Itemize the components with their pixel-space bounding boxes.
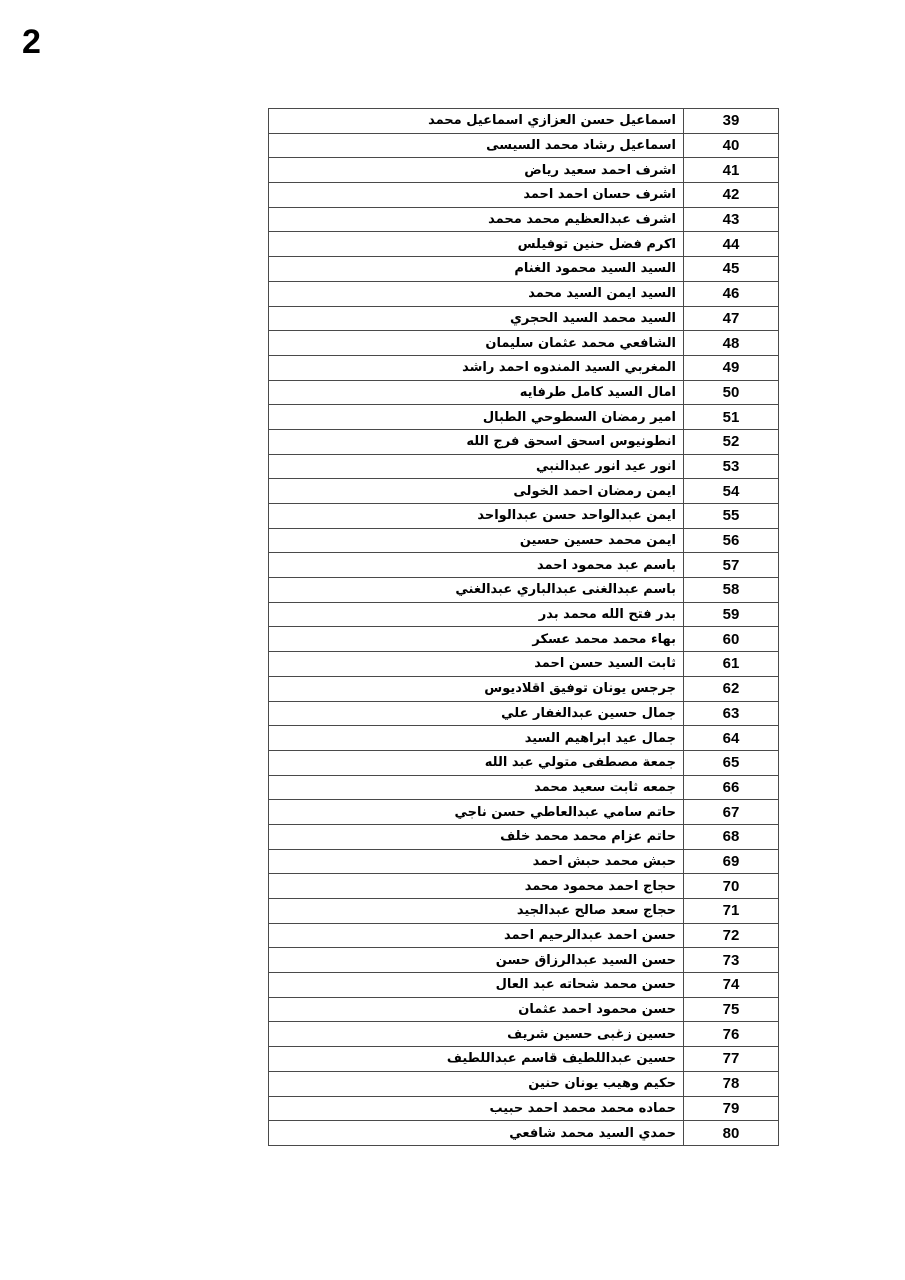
name-cell: اشرف حسان احمد احمد (269, 183, 684, 208)
name-cell: الشافعي محمد عثمان سليمان (269, 331, 684, 356)
row-number-cell: 75 (684, 997, 779, 1022)
row-number-cell: 70 (684, 874, 779, 899)
row-number-cell: 46 (684, 281, 779, 306)
table-row (269, 355, 779, 380)
name-cell: ايمن رمضان احمد الخولى (269, 479, 684, 504)
name-cell: السيد محمد السيد الحجري (269, 306, 684, 331)
table-row (269, 429, 779, 454)
name-cell: جمال حسين عبدالغفار علي (269, 701, 684, 726)
table-row (269, 281, 779, 306)
name-cell: السيد ايمن السيد محمد (269, 281, 684, 306)
row-number-cell: 66 (684, 775, 779, 800)
table-row (269, 676, 779, 701)
name-cell: حجاج احمد محمود محمد (269, 874, 684, 899)
table-row (269, 1071, 779, 1096)
name-cell: حاتم سامي عبدالعاطي حسن ناجي (269, 800, 684, 825)
table-row (269, 158, 779, 183)
table-row (269, 133, 779, 158)
table-row (269, 479, 779, 504)
row-number-cell: 63 (684, 701, 779, 726)
row-number-cell: 45 (684, 257, 779, 282)
table-row (269, 627, 779, 652)
roster-table (268, 108, 779, 1146)
row-number-cell: 68 (684, 824, 779, 849)
name-cell: حبش محمد حبش احمد (269, 849, 684, 874)
name-cell: حماده محمد محمد احمد حبيب (269, 1096, 684, 1121)
table-row (269, 652, 779, 677)
row-number-cell: 42 (684, 183, 779, 208)
row-number-cell: 73 (684, 948, 779, 973)
row-number-cell: 76 (684, 1022, 779, 1047)
row-number-cell: 64 (684, 726, 779, 751)
table-row (269, 553, 779, 578)
table-row (269, 1096, 779, 1121)
row-number-cell: 60 (684, 627, 779, 652)
name-cell: باسم عبدالغنى عبدالباري عبدالغني (269, 578, 684, 603)
table-row (269, 874, 779, 899)
row-number-cell: 39 (684, 109, 779, 134)
row-number-cell: 41 (684, 158, 779, 183)
table-row (269, 973, 779, 998)
table-row (269, 726, 779, 751)
table-row (269, 997, 779, 1022)
name-cell: ثابت السيد حسن احمد (269, 652, 684, 677)
row-number-cell: 65 (684, 750, 779, 775)
name-cell: امال السيد كامل طرفايه (269, 380, 684, 405)
table-row (269, 701, 779, 726)
name-cell: حسن السيد عبدالرزاق حسن (269, 948, 684, 973)
row-number-cell: 47 (684, 306, 779, 331)
table-row (269, 578, 779, 603)
row-number-cell: 78 (684, 1071, 779, 1096)
table-row (269, 1047, 779, 1072)
name-cell: حجاج سعد صالح عبدالجيد (269, 899, 684, 924)
table-row (269, 948, 779, 973)
table-row (269, 602, 779, 627)
table-row (269, 183, 779, 208)
table-row (269, 775, 779, 800)
table-row (269, 454, 779, 479)
row-number-cell: 77 (684, 1047, 779, 1072)
name-cell: اكرم فضل حنين توفيلس (269, 232, 684, 257)
name-cell: باسم عبد محمود احمد (269, 553, 684, 578)
name-cell: حاتم عزام محمد محمد خلف (269, 824, 684, 849)
row-number-cell: 57 (684, 553, 779, 578)
table-row (269, 257, 779, 282)
row-number-cell: 54 (684, 479, 779, 504)
table-row (269, 800, 779, 825)
row-number-cell: 51 (684, 405, 779, 430)
name-cell: انور عيد انور عبدالنبي (269, 454, 684, 479)
row-number-cell: 71 (684, 899, 779, 924)
name-cell: حسن احمد عبدالرحيم احمد (269, 923, 684, 948)
name-cell: اشرف احمد سعيد رياض (269, 158, 684, 183)
name-cell: اشرف عبدالعظيم محمد محمد (269, 207, 684, 232)
table-row (269, 1022, 779, 1047)
name-cell: حسن محمود احمد عثمان (269, 997, 684, 1022)
row-number-cell: 49 (684, 355, 779, 380)
row-number-cell: 56 (684, 528, 779, 553)
row-number-cell: 67 (684, 800, 779, 825)
name-cell: حكيم وهيب يونان حنين (269, 1071, 684, 1096)
row-number-cell: 53 (684, 454, 779, 479)
table-row (269, 207, 779, 232)
page-number: 2 (22, 23, 41, 61)
name-cell: انطونيوس اسحق اسحق فرج الله (269, 429, 684, 454)
roster-body (269, 109, 779, 1146)
name-cell: اسماعيل حسن العزازي اسماعيل محمد (269, 109, 684, 134)
table-row (269, 1121, 779, 1146)
row-number-cell: 74 (684, 973, 779, 998)
name-cell: جمعه ثابت سعيد محمد (269, 775, 684, 800)
row-number-cell: 43 (684, 207, 779, 232)
name-cell: حمدي السيد محمد شافعي (269, 1121, 684, 1146)
table-row (269, 109, 779, 134)
table-row (269, 380, 779, 405)
row-number-cell: 58 (684, 578, 779, 603)
name-cell: حسين عبداللطيف قاسم عبداللطيف (269, 1047, 684, 1072)
table-row (269, 528, 779, 553)
name-cell: ايمن عبدالواحد حسن عبدالواحد (269, 504, 684, 529)
table-row (269, 331, 779, 356)
row-number-cell: 61 (684, 652, 779, 677)
table-row (269, 824, 779, 849)
row-number-cell: 69 (684, 849, 779, 874)
name-cell: امير رمضان السطوحي الطبال (269, 405, 684, 430)
name-cell: جرجس يونان توفيق اقلاديوس (269, 676, 684, 701)
row-number-cell: 52 (684, 429, 779, 454)
table-row (269, 306, 779, 331)
row-number-cell: 62 (684, 676, 779, 701)
name-cell: حسن محمد شحاته عبد العال (269, 973, 684, 998)
table-row (269, 923, 779, 948)
name-cell: جمال عيد ابراهيم السيد (269, 726, 684, 751)
row-number-cell: 44 (684, 232, 779, 257)
row-number-cell: 80 (684, 1121, 779, 1146)
name-cell: ايمن محمد حسين حسين (269, 528, 684, 553)
row-number-cell: 50 (684, 380, 779, 405)
name-cell: بهاء محمد محمد عسكر (269, 627, 684, 652)
table-row (269, 232, 779, 257)
name-cell: حسين زغبى حسين شريف (269, 1022, 684, 1047)
name-cell: السيد السيد محمود الغنام (269, 257, 684, 282)
table-row (269, 405, 779, 430)
name-cell: اسماعيل رشاد محمد السيسى (269, 133, 684, 158)
table-row (269, 750, 779, 775)
table-row (269, 504, 779, 529)
row-number-cell: 55 (684, 504, 779, 529)
row-number-cell: 72 (684, 923, 779, 948)
name-cell: بدر فتح الله محمد بدر (269, 602, 684, 627)
row-number-cell: 59 (684, 602, 779, 627)
row-number-cell: 79 (684, 1096, 779, 1121)
table-row (269, 899, 779, 924)
name-cell: المغربي السيد المندوه احمد راشد (269, 355, 684, 380)
name-cell: جمعة مصطفى متولي عبد الله (269, 750, 684, 775)
table-row (269, 849, 779, 874)
row-number-cell: 40 (684, 133, 779, 158)
row-number-cell: 48 (684, 331, 779, 356)
